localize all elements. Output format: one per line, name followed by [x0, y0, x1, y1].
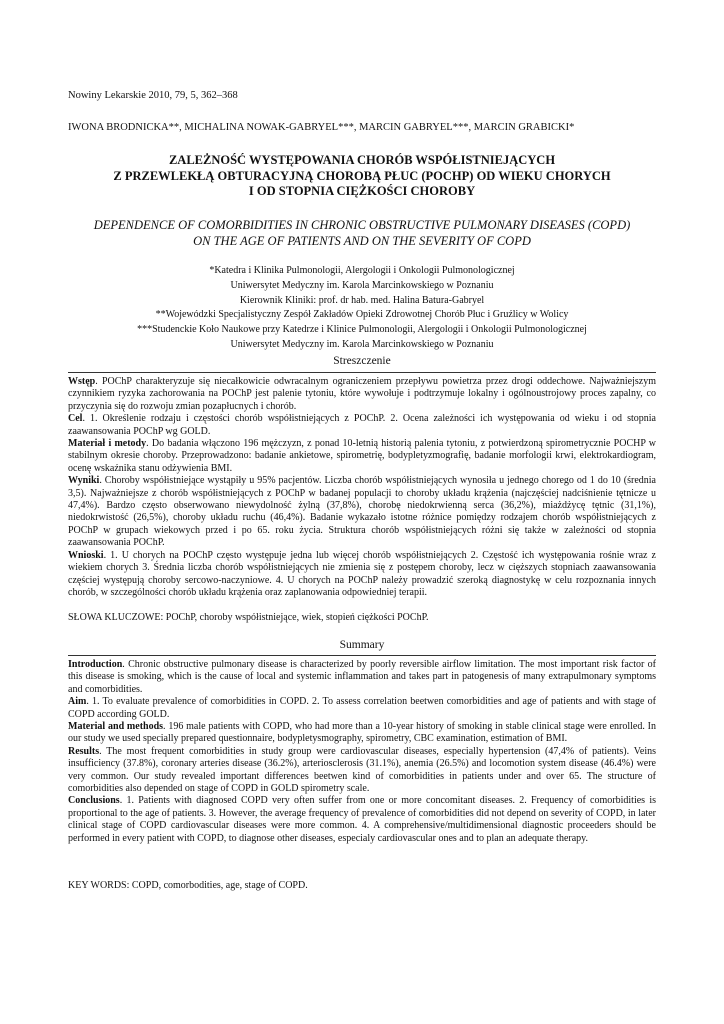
paragraph-text: . POChP charakteryzuje się niecałkowicie odwracalnym ograniczeniem przepływu powietrza przez drogi oddechowe. Najważniejszym czynnikiem ryzyka zachorowania na POChP jest palenie tytoniu, które wywołuje i podtrzymuje lokalny i ogólnoustrojowy proces zapalny, co przyczynia się do rozwoju zmian pozapłucnych i chorób.	[68, 376, 656, 412]
abstract-paragraph	[68, 550, 656, 600]
paragraph-text: . 1. To evaluate prevalence of comorbidities in COPD. 2. To assess correlation beetwen comorbidities and age of patients and with stage of COPD according GOLD.	[68, 696, 656, 720]
affiliation-line: Kierownik Kliniki: prof. dr hab. med. Halina Batura-Gabryel	[239, 294, 485, 306]
paragraph-label: Material and methods	[68, 721, 164, 733]
paragraph-text: . 1. Patients with diagnosed COPD very often suffer from one or more concomitant diseases. 2. Frequency of comorbidities is proportional to the age of patients. 3. However, the average frequency of prevalence of comorbidities did not depend on severity of COPD, in later clinical stage of COPD cardiovascular diseases were more common. 4. A comprehensive/multidimensional diagnostic proceeders should be performed in every patient with COPD, to diagnose other diseases, especialy cardiovascular ones and to plan an adequate therapy.	[68, 795, 656, 844]
paragraph-label: Aim	[68, 696, 87, 708]
abstract-paragraph	[68, 696, 656, 721]
abstract-paragraph	[68, 721, 656, 746]
abstract-paragraph	[68, 746, 656, 796]
paragraph-label: Cel	[68, 413, 83, 425]
paragraph-text: . Choroby współistniejące wystąpiły u 95% pacjentów. Liczba chorób współistniejących wynosiła u jednego chorego od 1 do 10 (średnia 3,5). Najważniejsze z chorób współistniejących z POChP w badanej populacji to choroby układu krążenia (najczęściej nadciśnienie tętnicze u 47,4%). Bardzo często obserwowano niewydolność żylną (37,8%), chorobę niedokrwienną serca (36,2%), miażdżycę tętnic (31,1%), niedokrwistość (26,5%), choroby układu ruchu (46,4%). Badanie wykazało istotne różnice pomiędzy rodzajem chorób współistniejących z POChP w grupach wiekowych przed i po 65. roku życia. Struktura chorób współistniejących różni się także w zależności od stopnia zaawansowania POChP.	[68, 475, 656, 549]
paragraph-label: Introduction	[68, 659, 123, 670]
title-polish-line: Z PRZEWLEKŁĄ OBTURACYJNĄ CHOROBĄ PŁUC (POCHP) OD WIEKU CHORYCH	[113, 168, 611, 183]
title-polish	[68, 153, 656, 200]
paragraph-text: . 1. U chorych na POChP często występuje jedna lub więcej chorób współistniejących 2. Częstość ich występowania rośnie wraz z wiekiem chorych 3. Średnia liczba chorób współistniejących nie zmienia się z postępem choroby, lecz w cięższych stopniach zaawansowania częściej występują choroby sercowo-naczyniowe. 4. U chorych na POChP należy prowadzić szeroką diagnostykę w celu rozpoznania innych chorób, w szczególności chorób układu krążenia oraz zaplanowania odpowiedniej terapii.	[68, 549, 656, 598]
summary-heading: Summary	[339, 639, 385, 651]
paragraph-label: Conclusions	[68, 795, 120, 807]
affiliations	[68, 264, 656, 353]
summary-body	[68, 659, 656, 845]
paragraph-label: Results	[68, 745, 100, 757]
abstract-paragraph	[68, 438, 656, 475]
affiliation-line: Uniwersytet Medyczny im. Karola Marcinkowskiego w Poznaniu	[230, 279, 494, 291]
paragraph-label: Materiał i metody	[68, 438, 147, 450]
abstract-paragraph	[68, 413, 656, 438]
journal-citation: Nowiny Lekarskie 2010, 79, 5, 362–368	[68, 90, 238, 101]
affiliation-line: Uniwersytet Medyczny im. Karola Marcinkowskiego w Poznaniu	[230, 338, 494, 350]
paragraph-label: Wstęp	[68, 376, 96, 387]
author-list: IWONA BRODNICKA**, MICHALINA NOWAK-GABRYEL***, MARCIN GABRYEL***, MARCIN GRABICKI*	[68, 122, 575, 133]
paragraph-label: Wnioski	[68, 549, 104, 561]
paragraph-text: . 1. Określenie rodzaju i częstości chorób współistniejących z POChP. 2. Ocena zależności ich występowania od wieku i od stopnia zaawansowania POChP wg GOLD.	[68, 413, 656, 437]
summary-rule	[68, 655, 656, 656]
affiliation-line: **Wojewódzki Specjalistyczny Zespół Zakładów Opieki Zdrowotnej Chorób Płuc i Gruźlicy w Wolicy	[155, 309, 569, 321]
paragraph-text: . Do badania włączono 196 mężczyzn, z ponad 10-letnią historią palenia tytoniu, z potwierdzoną spirometrycznie POCHP w stabilnym okresie choroby. Przeprowadzono: badanie ankietowe, spirometrię, bodypletyzmografię, badanie morfologii krwi, elektrokardiogram, ocenę wskaźnika stanu odżywienia BMI.	[68, 438, 657, 474]
title-english-line: ON THE AGE OF PATIENTS AND ON THE SEVERITY OF COPD	[193, 233, 531, 248]
title-polish-line: ZALEŻNOŚĆ WYSTĘPOWANIA CHORÓB WSPÓŁISTNIEJĄCYCH	[168, 153, 556, 167]
streszczenie-rule	[68, 372, 656, 373]
streszczenie-body	[68, 376, 656, 599]
title-english-line: DEPENDENCE OF COMORBIDITIES IN CHRONIC OBSTRUCTIVE PULMONARY DISEASES (COPD)	[93, 218, 631, 232]
streszczenie-heading: Streszczenie	[333, 355, 391, 367]
title-english	[68, 218, 656, 249]
abstract-paragraph	[68, 795, 656, 845]
title-polish-line: I OD STOPNIA CIĘŻKOŚCI CHOROBY	[248, 184, 476, 198]
keywords-polish: SŁOWA KLUCZOWE: POChP, choroby współistniejące, wiek, stopień ciężkości POChP.	[68, 612, 429, 623]
abstract-paragraph	[68, 376, 656, 413]
paragraph-text: . Chronic obstructive pulmonary disease is characterized by poorly reversible airflow limitation. The most important risk factor of this disease is smoking, which is the cause of local and systemic inflammation and takes part in patogenesis of many extrapulmonary symptoms and comorbidities.	[68, 659, 656, 695]
abstract-paragraph	[68, 659, 656, 696]
affiliation-line: ***Studenckie Koło Naukowe przy Katedrze i Klinice Pulmonologii, Alergologii i Onkologii Pulmonologicznej	[137, 324, 587, 336]
paragraph-text: . 196 male patients with COPD, who had more than a 10-year history of smoking in stable clinical stage were enrolled. In our study we used specially prepared questionnaire, bodypletysmography, spirometry, CBC examination, estimation of BMI.	[68, 721, 656, 745]
keywords-english: KEY WORDS: COPD, comorbodities, age, stage of COPD.	[68, 880, 308, 891]
paragraph-text: . The most frequent comorbidities in study group were cardiovascular diseases, especially hypertension (47,4% of patients). Veins insufficiency (37.8%), coronary arteries disease (36.2%), arteriosclerosis (31.1%), anemia (26.5%) and locomotion system disease (46.4%) were very common. Our study revealed important differences beetwen kind of comorbidities in patients under and over 65. The structure of comorbidities also depended on stage of COPD in GOLD spirometry scale.	[68, 745, 656, 795]
affiliation-line: *Katedra i Klinika Pulmonologii, Alergologii i Onkologii Pulmonologicznej	[209, 265, 515, 276]
abstract-paragraph	[68, 475, 656, 549]
paragraph-label: Wyniki	[68, 475, 100, 487]
